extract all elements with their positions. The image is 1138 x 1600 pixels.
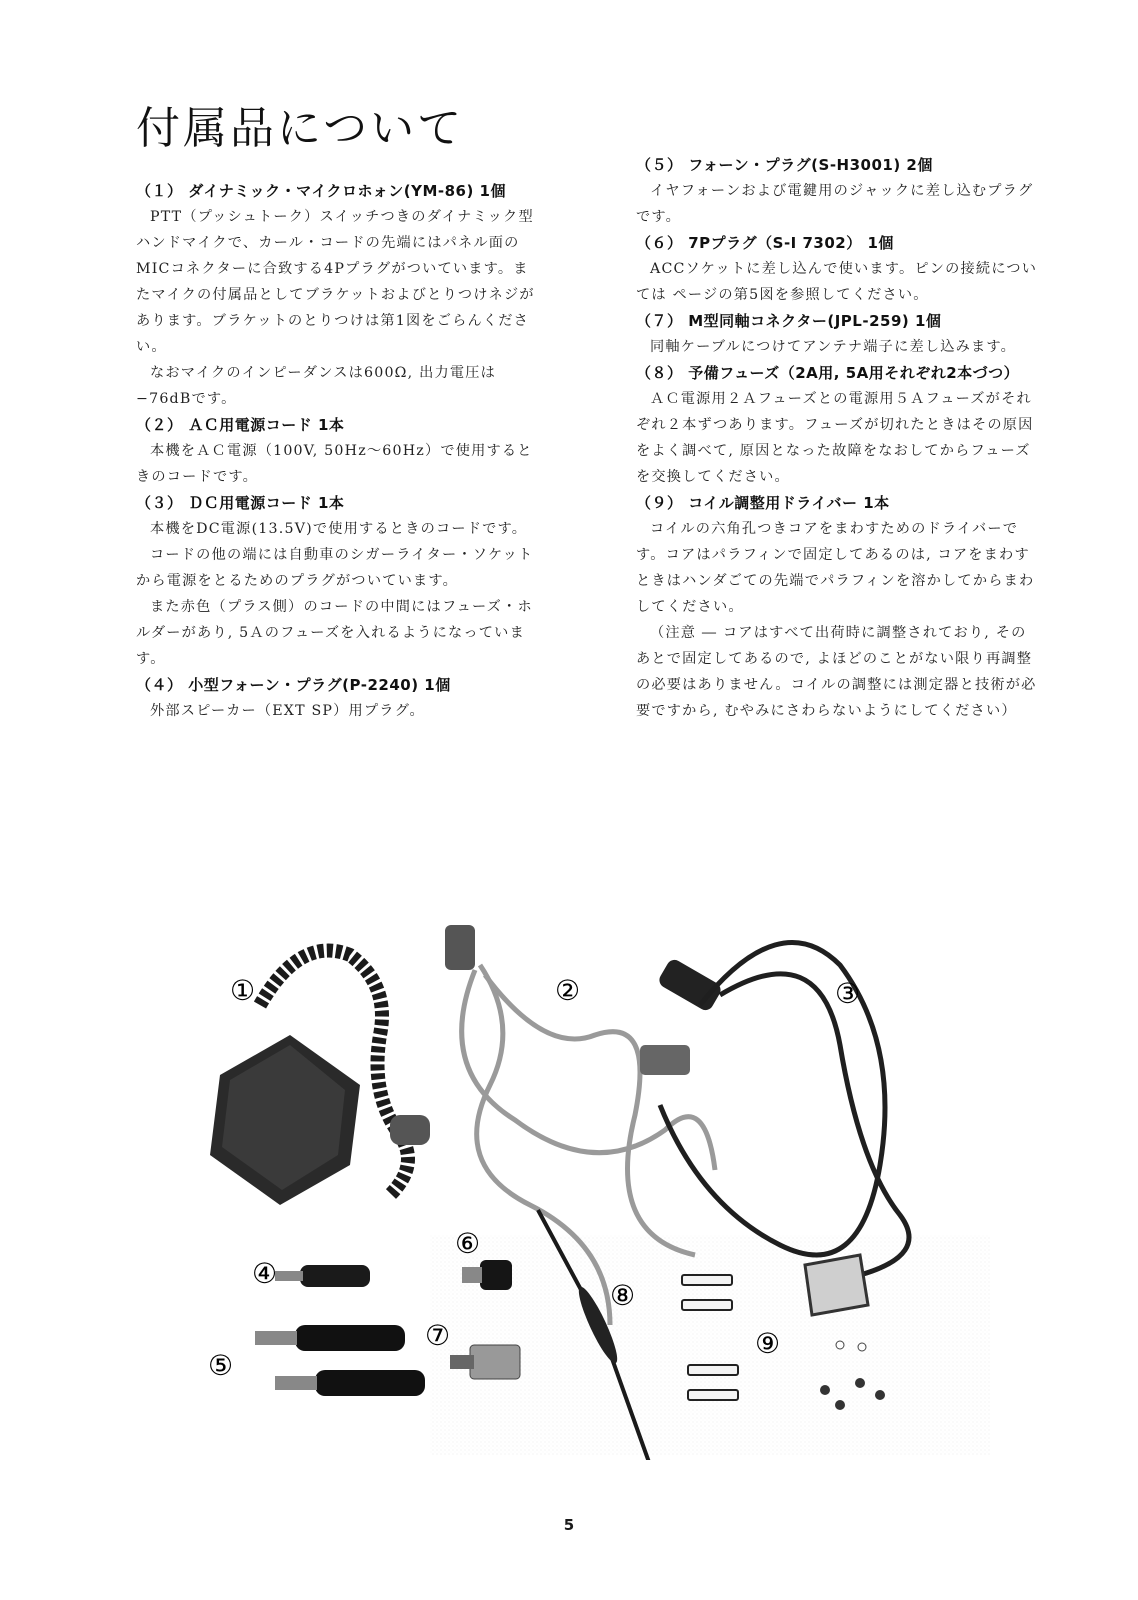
photo-label-4: ④ xyxy=(252,1257,278,1290)
item-paragraph: PTT（プッシュトーク）スイッチつきのダイナミック型ハンドマイクで、カール・コードの先端にはパネル面のMICコネクターに合致する4Pプラグがついています。またマイクの付属品としてブラケットおよびとりつけネジがあります。ブラケットのとりつけは第1図をごらんください。 xyxy=(136,209,535,355)
page-title: 付属品について xyxy=(136,103,465,154)
item-heading: （８） 予備フューズ（2A用, 5A用それぞれ2本づつ） xyxy=(636,364,1020,382)
photo-label-9: ⑨ xyxy=(755,1327,781,1360)
photo-label-6: ⑥ xyxy=(455,1227,481,1260)
photo-label-1: ① xyxy=(230,974,256,1007)
item-1 xyxy=(136,178,538,412)
item-paragraph: コイルの六角孔つきコアをまわすためのドライバーです。コアはパラフィンで固定してあるのは, コアをまわすときはハンダごての先端でパラフィンを溶かしてからまわしてください。 xyxy=(636,521,1035,615)
item-3 xyxy=(136,490,538,672)
left-column xyxy=(136,178,538,724)
item-4 xyxy=(136,672,538,724)
item-6 xyxy=(636,230,1038,308)
item-heading: （７） M型同軸コネクター(JPL-259) 1個 xyxy=(636,312,942,330)
item-paragraph: 外部スピーカー（EXT SP）用プラグ。 xyxy=(150,703,425,719)
item-heading: （３） ＤＣ用電源コード 1本 xyxy=(136,494,345,512)
item-paragraph: また赤色（プラス側）のコードの中間にはフューズ・ホルダーがあり, 5Ａのフューズを入れるようになっています。 xyxy=(136,599,533,667)
item-heading: （４） 小型フォーン・プラグ(P-2240) 1個 xyxy=(136,676,451,694)
item-heading: （５） フォーン・プラグ(S-H3001) 2個 xyxy=(636,156,933,174)
photo-label-5: ⑤ xyxy=(208,1349,234,1382)
item-heading: （９） コイル調整用ドライバー 1本 xyxy=(636,494,890,512)
item-8 xyxy=(636,360,1038,490)
item-5 xyxy=(636,152,1038,230)
item-paragraph: コードの他の端には自動車のシガーライター・ソケットから電源をとるためのプラグがついています。 xyxy=(136,547,534,589)
right-column xyxy=(636,152,1038,724)
photo-label-7: ⑦ xyxy=(425,1319,451,1352)
page-number: 5 xyxy=(563,1516,575,1534)
photo-label-3: ③ xyxy=(835,977,861,1010)
item-paragraph: 本機をDC電源(13.5V)で使用するときのコードです。 xyxy=(150,521,528,537)
item-paragraph: ＡＣ電源用２Ａフューズとの電源用５Ａフューズがそれぞれ２本ずつあります。フューズが切れたときはその原因をよく調べて, 原因となった故障をなおしてからフューズを交換してください。 xyxy=(636,391,1034,485)
accessories-photo xyxy=(200,905,1000,1460)
photo-label-2: ② xyxy=(555,974,581,1007)
item-paragraph: イヤフォーンおよび電鍵用のジャックに差し込むプラグです。 xyxy=(636,183,1034,225)
item-heading: （１） ダイナミック・マイクロホォン(YM-86) 1個 xyxy=(136,182,506,200)
item-heading: （２） ＡＣ用電源コード 1本 xyxy=(136,416,345,434)
item-paragraph: ACCソケットに差し込んで使います。ピンの接続については ページの第5図を参照してください。 xyxy=(636,261,1038,303)
item-9 xyxy=(636,490,1038,724)
item-paragraph: 同軸ケーブルにつけてアンテナ端子に差し込みます。 xyxy=(650,339,1017,355)
item-paragraph: 本機をＡＣ電源（100V, 50Hz〜60Hz）で使用するときのコードです。 xyxy=(136,443,533,485)
photo-label-8: ⑧ xyxy=(610,1279,636,1312)
item-7 xyxy=(636,308,1038,360)
item-paragraph: なおマイクのインピーダンスは600Ω, 出力電圧は−76dBです。 xyxy=(136,365,497,407)
item-heading: （６） 7Pプラグ（S-I 7302） 1個 xyxy=(636,234,894,252)
item-2 xyxy=(136,412,538,490)
item-paragraph: （注意 ― コアはすべて出荷時に調整されており, そのあとで固定してあるので, よほどのことがない限り再調整の必要はありません。コイルの調整には測定器と技術が必要ですから, むやみにさわらないようにしてください） xyxy=(636,625,1037,719)
